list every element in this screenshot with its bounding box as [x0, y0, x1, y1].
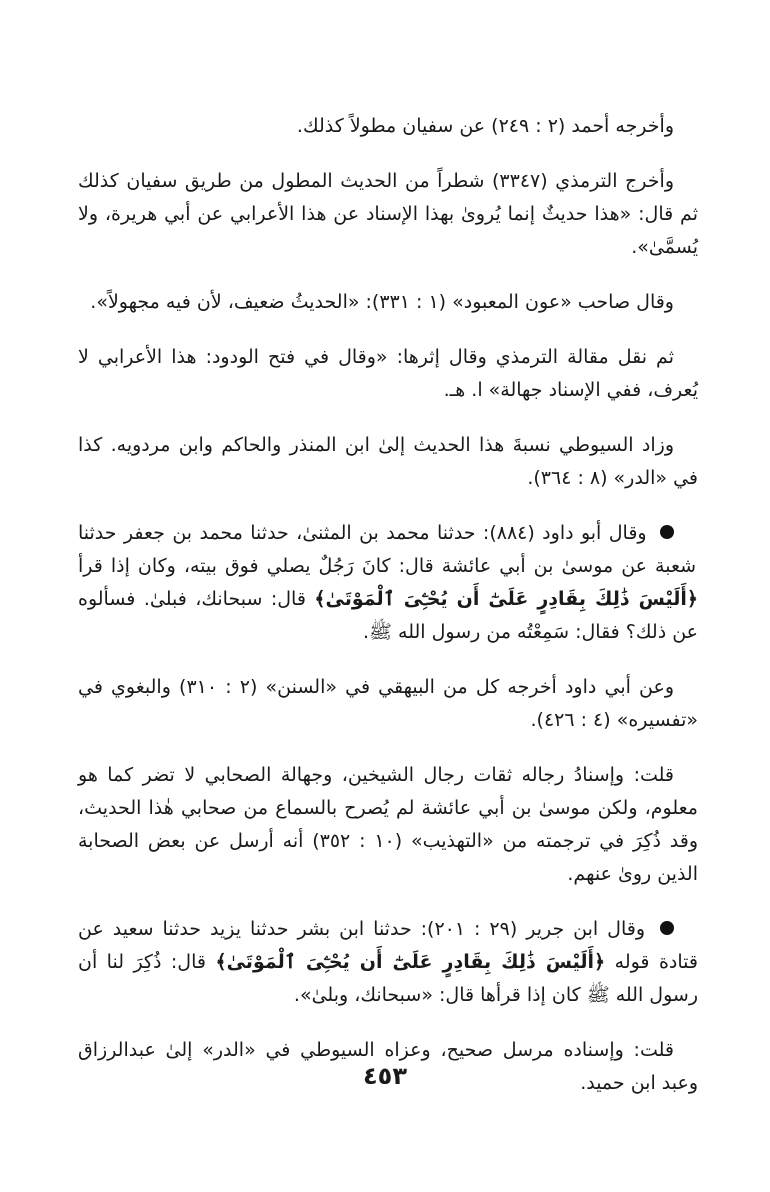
paragraph-text: وزاد السيوطي نسبةَ هذا الحديث إلىٰ ابن المنذر والحاكم وابن مردويه. كذا في «الدر» (٨ : ٣٦٤). — [78, 434, 698, 489]
paragraph-comment-isnad — [78, 759, 698, 891]
paragraph-text: وقال صاحب «عون المعبود» (١ : ٣٣١): «الحديثُ ضعيف، لأن فيه مجهولاً». — [90, 291, 674, 313]
paragraph-text: وأخرجه أحمد (٢ : ٢٤٩) عن سفيان مطولاً كذلك. — [296, 115, 674, 137]
quran-verse: ﴿أَلَيْسَ ذَٰلِكَ بِقَادِرٍ عَلَىٰٓ أَن يُحْـِۧىَ ٱلْمَوْتَىٰ﴾ — [314, 588, 698, 610]
paragraph-suyuti — [78, 429, 698, 495]
paragraph-fath-al-wadud — [78, 341, 698, 407]
quran-verse: ﴿أَلَيْسَ ذَٰلِكَ بِقَادِرٍ عَلَىٰٓ أَن يُحْـِۧىَ ٱلْمَوْتَىٰ﴾ — [215, 951, 606, 973]
paragraph-bayhaqi — [78, 671, 698, 737]
bullet-icon — [660, 525, 674, 539]
paragraph-abu-dawud — [78, 517, 698, 649]
page-body — [78, 110, 698, 1122]
paragraph-text: قال: سبحانك، فبلىٰ. فسألوه عن ذلك؟ فقال: سَمِعْتُه من رسول الله ﷺ. — [78, 588, 698, 643]
page-number: ٤٥٣ — [363, 1062, 407, 1090]
paragraph-ibn-jarir — [78, 913, 698, 1012]
paragraph-ahmad — [78, 110, 698, 143]
paragraph-text: قلت: وإسناده مرسل صحيح، وعزاه السيوطي في «الدر» إلىٰ عبدالرزاق وعبد ابن حميد. — [78, 1039, 698, 1094]
bullet-icon — [660, 921, 674, 935]
paragraph-text: وقال أبو داود (٨٨٤): حدثنا محمد بن المثنىٰ، حدثنا محمد بن جعفر حدثنا شعبة عن موسىٰ بن أبي عائشة قال: كانَ رَجُلٌ يصلي فوق بيته، وكان إذا قرأ — [78, 522, 697, 577]
paragraph-text: قلت: وإسنادُ رجاله ثقات رجال الشيخين، وجهالة الصحابي لا تضر كما هو معلوم، ولكن موسىٰ بن أبي عائشة لم يُصرح بالسماع من صحابي هٰذا الحديث، وقد ذُكِرَ في ترجمته من «التهذيب» (١٠ : ٣٥٢) أنه أرسل عن بعض الصحابة الذين روىٰ عنهم. — [78, 764, 698, 885]
paragraph-text: وأخرج الترمذي (٣٣٤٧) شطراً من الحديث المطول من طريق سفيان كذلك ثم قال: «هذا حديثٌ إنما يُروىٰ بهذا الإسناد عن هذا الأعرابي عن أبي هريرة، ولا يُسمَّىٰ». — [78, 170, 698, 258]
paragraph-tirmidhi — [78, 165, 698, 264]
paragraph-text: وقال ابن جرير (٢٩ : ٢٠١): حدثنا ابن بشر حدثنا يزيد حدثنا سعيد عن قتادة قوله — [78, 918, 698, 973]
paragraph-text: قال: ذُكِرَ لنا أن رسول الله ﷺ كان إذا قرأها قال: «سبحانك، وبلىٰ». — [78, 951, 698, 1006]
paragraph-text: وعن أبي داود أخرجه كل من البيهقي في «السنن» (٢ : ٣١٠) والبغوي في «تفسيره» (٤ : ٤٢٦). — [78, 676, 698, 731]
paragraph-awn-al-mabud — [78, 286, 698, 319]
paragraph-text: ثم نقل مقالة الترمذي وقال إثرها: «وقال في فتح الودود: هذا الأعرابي لا يُعرف، ففي الإسناد جهالة» ا. هـ. — [78, 346, 698, 401]
